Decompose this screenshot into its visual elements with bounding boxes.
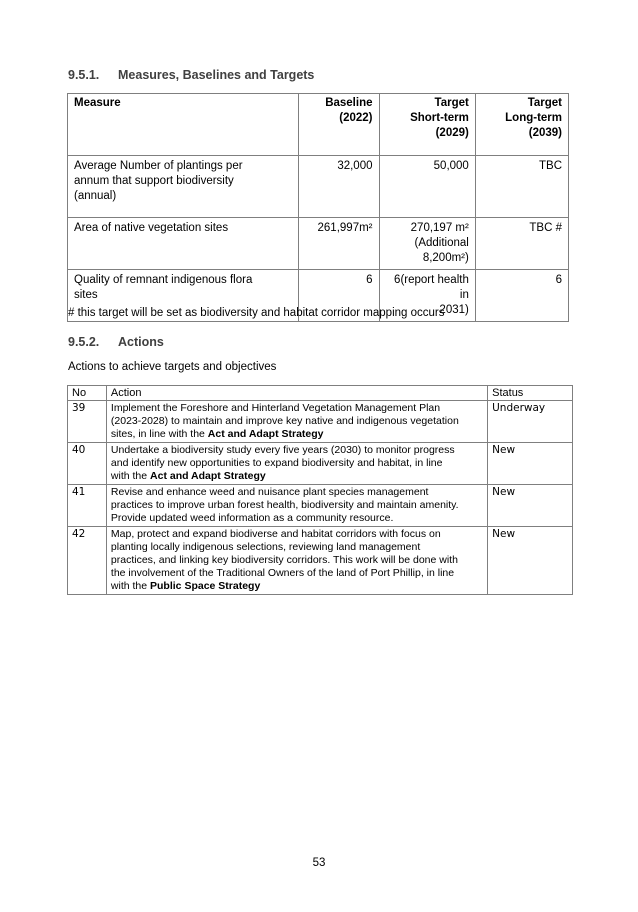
header-measure: Measure (68, 94, 299, 156)
strategy-reference: Act and Adapt Strategy (207, 428, 324, 440)
actions-intro: Actions to achieve targets and objectives (68, 361, 277, 373)
strategy-reference: Public Space Strategy (150, 580, 261, 592)
table-row (68, 218, 569, 270)
page-number: 53 (312, 857, 326, 869)
long-term-cell: TBC (475, 156, 568, 218)
status-cell: Underway (488, 401, 573, 443)
table-row (68, 401, 573, 443)
measure-cell: Average Number of plantings per annum that support biodiversity (annual) (68, 156, 299, 218)
section-heading-measures (68, 68, 314, 82)
action-text: Implement the Foreshore and Hinterland Vegetation Management Plan (2023-2028) to maintain and improve key native and indigenous vegetation sites, in line with the Act and Adapt Strategy (106, 401, 487, 443)
action-number: 42 (68, 527, 107, 595)
measures-table (67, 93, 569, 322)
header-action: Action (106, 386, 487, 401)
action-text: Map, protect and expand biodiverse and habitat corridors with focus on planting locally indigenous selections, reviewing land management practices, and linking key biodiversity corridors. This work will be done with the involvement of the Traditional Owners of the land of Port Phillip, in line with the Public Space Strategy (106, 527, 487, 595)
long-term-cell: TBC # (475, 218, 568, 270)
action-number: 40 (68, 443, 107, 485)
long-term-cell: 6 (475, 270, 568, 322)
action-text: Undertake a biodiversity study every five years (2030) to monitor progress and identify new opportunities to expand biodiversity and habitat, in line with the Act and Adapt Strategy (106, 443, 487, 485)
table-header-row (68, 386, 573, 401)
status-cell: New (488, 485, 573, 527)
header-short-term: Target Short-term (2029) (379, 94, 475, 156)
header-no: No (68, 386, 107, 401)
section-title: Actions (118, 335, 164, 349)
table-header-row (68, 94, 569, 156)
table-row (68, 485, 573, 527)
table-row (68, 156, 569, 218)
header-baseline: Baseline (2022) (299, 94, 379, 156)
baseline-cell: 261,997m² (299, 218, 379, 270)
measure-cell: Area of native vegetation sites (68, 218, 299, 270)
header-status: Status (488, 386, 573, 401)
table-footnote: # this target will be set as biodiversity and habitat corridor mapping occurs (68, 307, 445, 319)
action-text: Revise and enhance weed and nuisance plant species management practices to improve urban forest health, biodiversity and maintain amenity. Provide updated weed information as a community resource. (106, 485, 487, 527)
status-cell: New (488, 443, 573, 485)
table-row (68, 443, 573, 485)
baseline-cell: 6 (299, 270, 379, 322)
section-title: Measures, Baselines and Targets (118, 68, 315, 82)
baseline-cell: 32,000 (299, 156, 379, 218)
section-number: 9.5.1. (68, 68, 100, 82)
strategy-reference: Act and Adapt Strategy (150, 470, 266, 482)
short-term-cell: 6(report health in 2031) (379, 270, 475, 322)
header-long-term: Target Long-term (2039) (475, 94, 568, 156)
section-number: 9.5.2. (68, 335, 100, 349)
table-row (68, 527, 573, 595)
short-term-cell: 50,000 (379, 156, 475, 218)
measure-cell: Quality of remnant indigenous flora sites (68, 270, 299, 322)
short-term-cell: 270,197 m² (Additional 8,200m²) (379, 218, 475, 270)
section-heading-actions (68, 335, 164, 349)
status-cell: New (488, 527, 573, 595)
action-number: 41 (68, 485, 107, 527)
actions-table (67, 385, 573, 595)
action-number: 39 (68, 401, 107, 443)
